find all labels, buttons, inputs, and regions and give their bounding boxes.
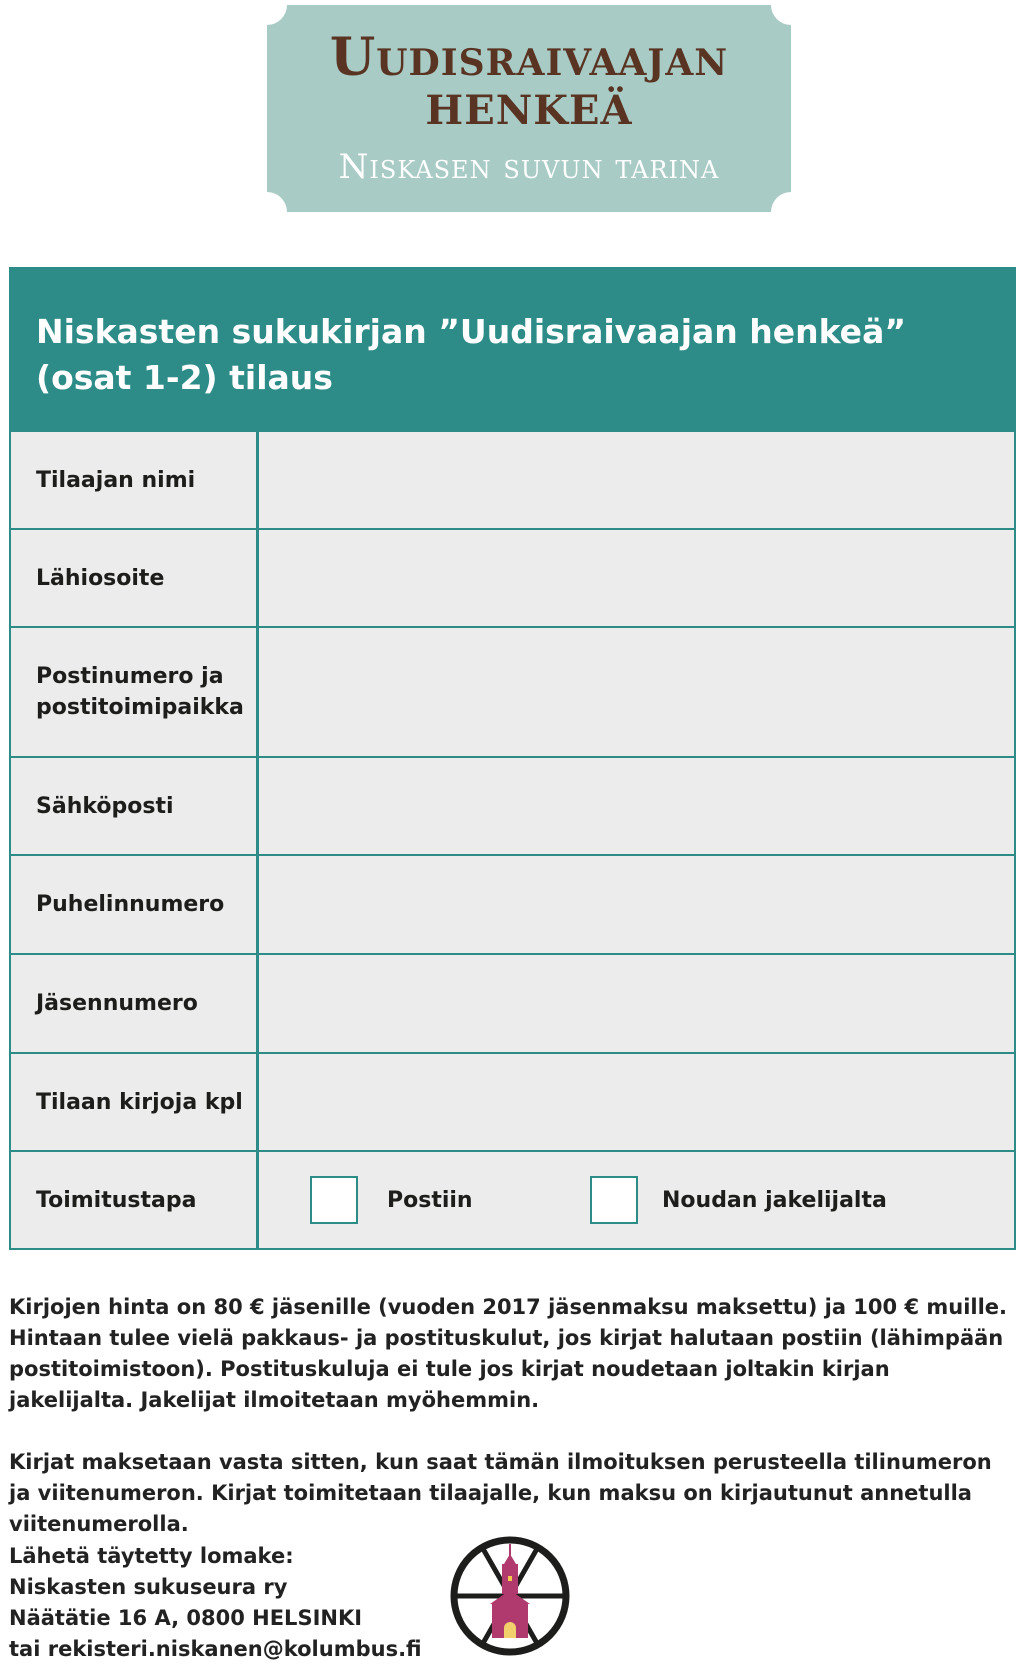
pickup-label: Noudan jakelijalta bbox=[662, 1188, 887, 1213]
field-label: Postinumero ja postitoimipaikka bbox=[11, 628, 256, 756]
email-field[interactable] bbox=[259, 758, 1014, 854]
banner-title: Uudisraivaajan bbox=[329, 27, 729, 88]
order-form bbox=[9, 267, 1016, 1250]
field-row-email bbox=[11, 758, 1014, 854]
banner-subtitle: Niskasen suvun tarina bbox=[338, 147, 720, 187]
field-label: Puhelinnumero bbox=[11, 856, 256, 953]
address-line: Niskasten sukuseura ry bbox=[9, 1575, 288, 1599]
pickup-checkbox[interactable] bbox=[590, 1176, 638, 1224]
field-label: Tilaajan nimi bbox=[11, 432, 256, 528]
postiin-label: Postiin bbox=[387, 1188, 473, 1213]
field-row-member bbox=[11, 955, 1014, 1052]
field-row-name bbox=[11, 432, 1014, 528]
name-field[interactable] bbox=[259, 432, 1014, 528]
field-label: Lähiosoite bbox=[11, 530, 256, 626]
field-row-postal bbox=[11, 628, 1014, 756]
payment-paragraph: Kirjat maksetaan vasta sitten, kun saat tämän ilmoituksen perusteella tilinumeron ja viitenumeron. Kirjat toimitetaan tilaajalle, kun maksu on kirjautunut annetulla viitenumerolla. bbox=[9, 1450, 992, 1536]
address-line: Näätätie 16 A, 0800 HELSINKI bbox=[9, 1606, 363, 1630]
field-row-delivery bbox=[11, 1152, 1014, 1248]
delivery-options bbox=[259, 1152, 1014, 1248]
form-title: Niskasten sukukirjan ”Uudisraivaajan henkeä” bbox=[36, 312, 907, 351]
field-label: Jäsennumero bbox=[11, 955, 256, 1052]
address-line: Lähetä täytetty lomake: bbox=[9, 1544, 294, 1568]
field-row-phone bbox=[11, 856, 1014, 953]
postiin-checkbox[interactable] bbox=[310, 1176, 358, 1224]
form-header bbox=[11, 269, 1014, 432]
quantity-field[interactable] bbox=[259, 1054, 1014, 1150]
field-row-quantity bbox=[11, 1054, 1014, 1150]
email-link[interactable]: tai rekisteri.niskanen@kolumbus.fi bbox=[9, 1637, 422, 1661]
field-label: Toimitustapa bbox=[11, 1152, 256, 1248]
postal-field[interactable] bbox=[259, 628, 1014, 756]
mailing-address bbox=[9, 1541, 429, 1665]
church-wheel-logo-icon bbox=[448, 1534, 572, 1658]
price-paragraph: Kirjojen hinta on 80 € jäsenille (vuoden 2017 jäsenmaksu maksettu) ja 100 € muille. Hintaan tulee vielä pakkaus- ja postituskulut, jos kirjat halutaan postiin (lähimpään postitoimistoon). Postituskuluja ei tule jos kirjat noudetaan joltakin kirjan jakelijalta. Jakelijat ilmoitetaan myöhemmin. bbox=[9, 1295, 1008, 1412]
field-label: Sähköposti bbox=[11, 758, 256, 854]
form-title-line2: (osat 1-2) tilaus bbox=[36, 358, 333, 397]
title-banner bbox=[267, 5, 791, 212]
address-field[interactable] bbox=[259, 530, 1014, 626]
phone-field[interactable] bbox=[259, 856, 1014, 953]
banner-title-line2: HENKEÄ bbox=[425, 87, 633, 134]
field-row-address bbox=[11, 530, 1014, 626]
member-number-field[interactable] bbox=[259, 955, 1014, 1052]
field-label: Tilaan kirjoja kpl bbox=[11, 1054, 256, 1150]
